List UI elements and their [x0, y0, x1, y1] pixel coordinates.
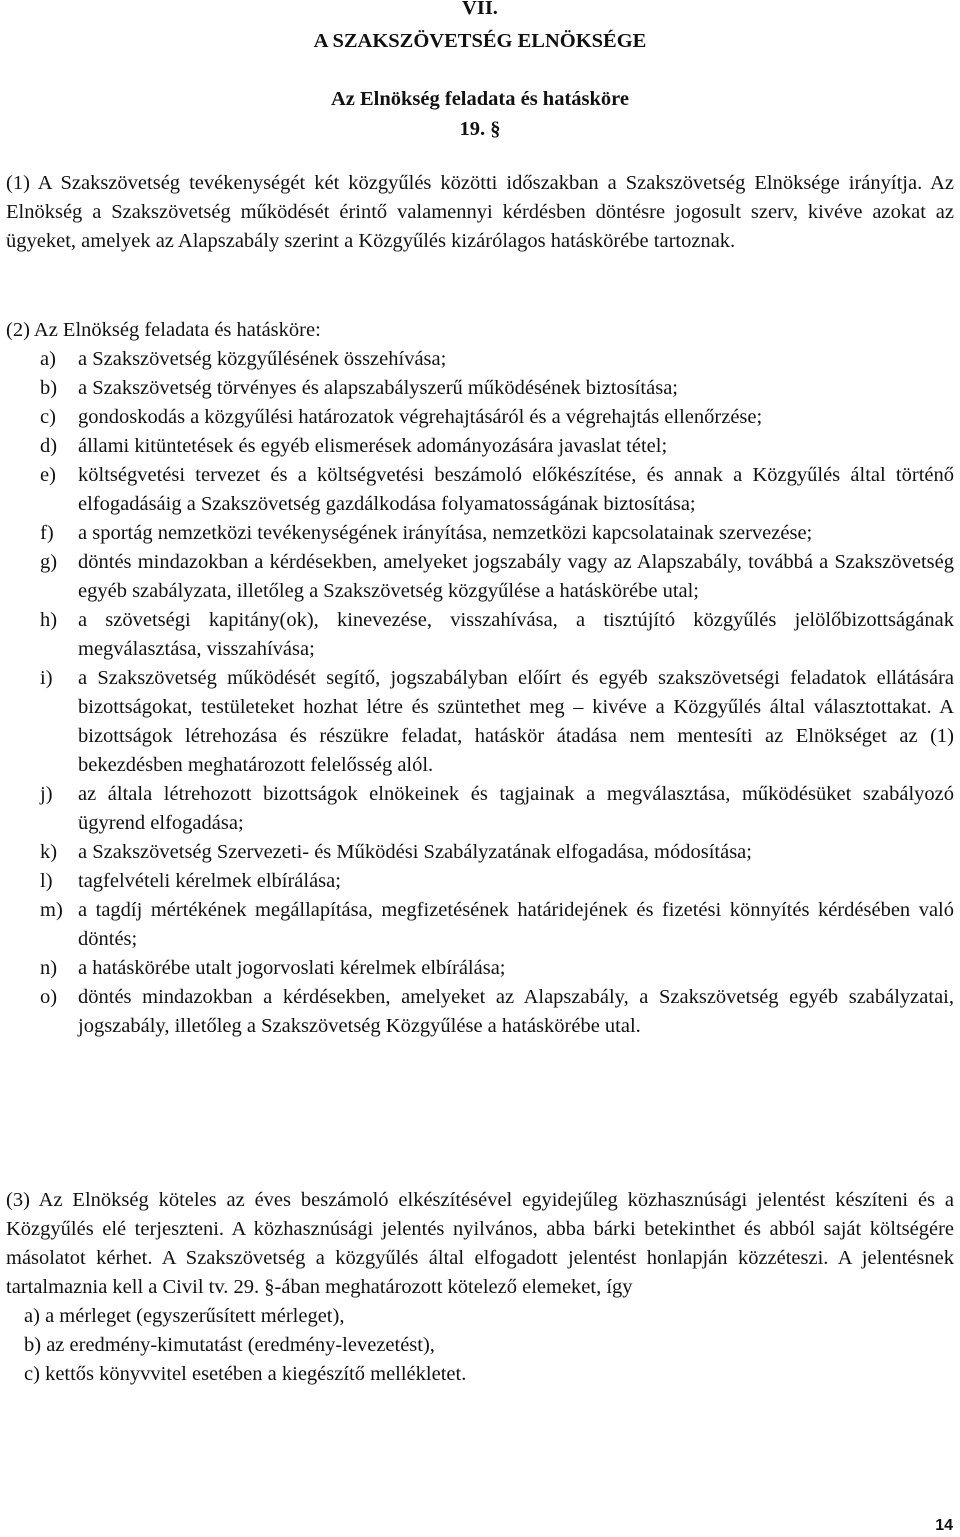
list-item: [6, 867, 954, 896]
paragraph-3: [6, 1186, 954, 1389]
list-item-text: gondoskodás a közgyűlési határozatok végrehajtásáról és a végrehajtás ellenőrzése;: [78, 406, 763, 428]
report-elements-list: [6, 1302, 954, 1389]
list-item-label: m): [40, 899, 63, 921]
list-item-text: állami kitüntetések és egyéb elismerések adományozására javaslat tétel;: [78, 435, 668, 457]
list-item-text: az általa létrehozott bizottságok elnökeinek és tagjainak a megválasztása, működésüket szabályozó ügyrend elfogadása;: [78, 783, 954, 834]
paragraph-1: (1) A Szakszövetség tevékenységét két közgyűlés közötti időszakban a Szakszövetség Elnöksége irányítja. Az Elnökség a Szakszövetség működését érintő valamennyi kérdésben döntésre jogosult szerv, kivéve azokat az ügyeket, amelyek az Alapszabály szerint a Közgyűlés kizárólagos hatáskörébe tartoznak.: [6, 172, 954, 252]
list-item-text: a Szakszövetség törvényes és alapszabályszerű működésének biztosítása;: [78, 377, 678, 399]
paragraph-2: [6, 316, 954, 1041]
list-item-text: döntés mindazokban a kérdésekben, amelyeket jogszabály vagy az Alapszabály, továbbá a Szakszövetség egyéb szabályzata, illetőleg a Szakszövetség közgyűlése a hatáskörébe utal;: [78, 551, 954, 602]
list-item-text: a Szakszövetség Szervezeti- és Működési Szabályzatának elfogadása, módosítása;: [78, 841, 752, 863]
list-item-label: n): [40, 957, 58, 979]
list-item: [6, 403, 954, 432]
list-item-label: c): [40, 406, 56, 428]
list-item-label: c): [24, 1363, 40, 1385]
list-item-text: a Szakszövetség közgyűlésének összehívása;: [78, 348, 447, 370]
list-item-text: a sportág nemzetközi tevékenységének irányítása, nemzetközi kapcsolatainak szervezése;: [78, 522, 813, 544]
list-item-label: l): [40, 870, 53, 892]
section-subtitle: Az Elnökség feladata és hatásköre: [330, 88, 629, 110]
list-item: [6, 896, 954, 954]
paragraph-2-intro: (2) Az Elnökség feladata és hatásköre:: [6, 319, 321, 341]
list-item-label: h): [40, 609, 58, 631]
list-item-label: e): [40, 464, 56, 486]
page-number: 14: [935, 1517, 953, 1534]
paragraph-3-text: (3) Az Elnökség köteles az éves beszámoló elkészítésével egyidejűleg közhasznúsági jelentést készíteni és a Közgyűlés elé terjeszteni. A közhasznúsági jelentés nyilvános, abba bárki betekinthet és abból saját költségére másolatot kérhet. A Szakszövetség a közgyűlés által elfogadott jelentést honlapján közzéteszi. A jelentésnek tartalmaznia kell a Civil tv. 29. §-ában meghatározott kötelező elemeket, így: [6, 1189, 954, 1298]
list-item: [6, 432, 954, 461]
list-item-text: kettős könyvvitel esetében a kiegészítő mellékletet.: [45, 1363, 467, 1385]
list-item-label: d): [40, 435, 58, 457]
list-item: [6, 1302, 954, 1331]
list-item-text: a Szakszövetség működését segítő, jogszabályban előírt és egyéb szakszövetségi feladatok ellátására bizottságokat, testületeket hozhat létre és szüntethet meg – kivéve a Közgyűlés által választottakat. A bizottságok létrehozása és részükre feladat, hatáskör átadása nem mentesíti az Elnökséget az (1) bekezdésben meghatározott felelősség alól.: [78, 667, 954, 776]
list-item: [6, 1360, 954, 1389]
list-item-text: döntés mindazokban a kérdésekben, amelyeket az Alapszabály, a Szakszövetség egyéb szabályzatai, jogszabály, illetőleg a Szakszövetség Közgyűlése a hatáskörébe utal.: [78, 986, 954, 1037]
list-item-label: j): [40, 783, 53, 805]
list-item-label: k): [40, 841, 58, 863]
list-item-label: b): [40, 377, 58, 399]
list-item-label: o): [40, 986, 58, 1008]
list-item-text: a tagdíj mértékének megállapítása, megfizetésének határidejének és fizetési könnyítés kérdésében való döntés;: [78, 899, 954, 950]
list-item: [6, 983, 954, 1041]
list-item: [6, 954, 954, 983]
list-item-text: tagfelvételi kérelmek elbírálása;: [78, 870, 341, 892]
list-item-text: a szövetségi kapitány(ok), kinevezése, visszahívása, a tisztújító közgyűlés jelölőbizottságának megválasztása, visszahívása;: [78, 609, 954, 660]
list-item-text: költségvetési tervezet és a költségvetési beszámoló előkészítése, és annak a Közgyűlés által történő elfogadásáig a Szakszövetség gazdálkodása folyamatosságának biztosítása;: [78, 464, 954, 515]
chapter-number: VII.: [462, 0, 498, 19]
list-item-text: az eredmény-kimutatást (eredmény-levezetést),: [46, 1334, 435, 1356]
list-item: [6, 780, 954, 838]
list-item-label: g): [40, 551, 58, 573]
list-item: [6, 1331, 954, 1360]
list-item: [6, 345, 954, 374]
list-item-label: f): [40, 522, 54, 544]
list-item: [6, 664, 954, 780]
list-item-text: a mérleget (egyszerűsített mérleget),: [45, 1305, 345, 1327]
list-item-label: b): [24, 1334, 42, 1356]
list-item: [6, 519, 954, 548]
list-item-label: a): [40, 348, 56, 370]
list-item: [6, 461, 954, 519]
list-item-text: a hatáskörébe utalt jogorvoslati kérelmek elbírálása;: [78, 957, 506, 979]
list-item: [6, 838, 954, 867]
list-item: [6, 548, 954, 606]
duties-list: [6, 345, 954, 1041]
list-item: [6, 374, 954, 403]
list-item-label: i): [40, 667, 53, 689]
list-item-label: a): [24, 1305, 40, 1327]
chapter-title: A SZAKSZÖVETSÉG ELNÖKSÉGE: [313, 30, 647, 52]
section-number: 19. §: [459, 118, 501, 140]
list-item: [6, 606, 954, 664]
